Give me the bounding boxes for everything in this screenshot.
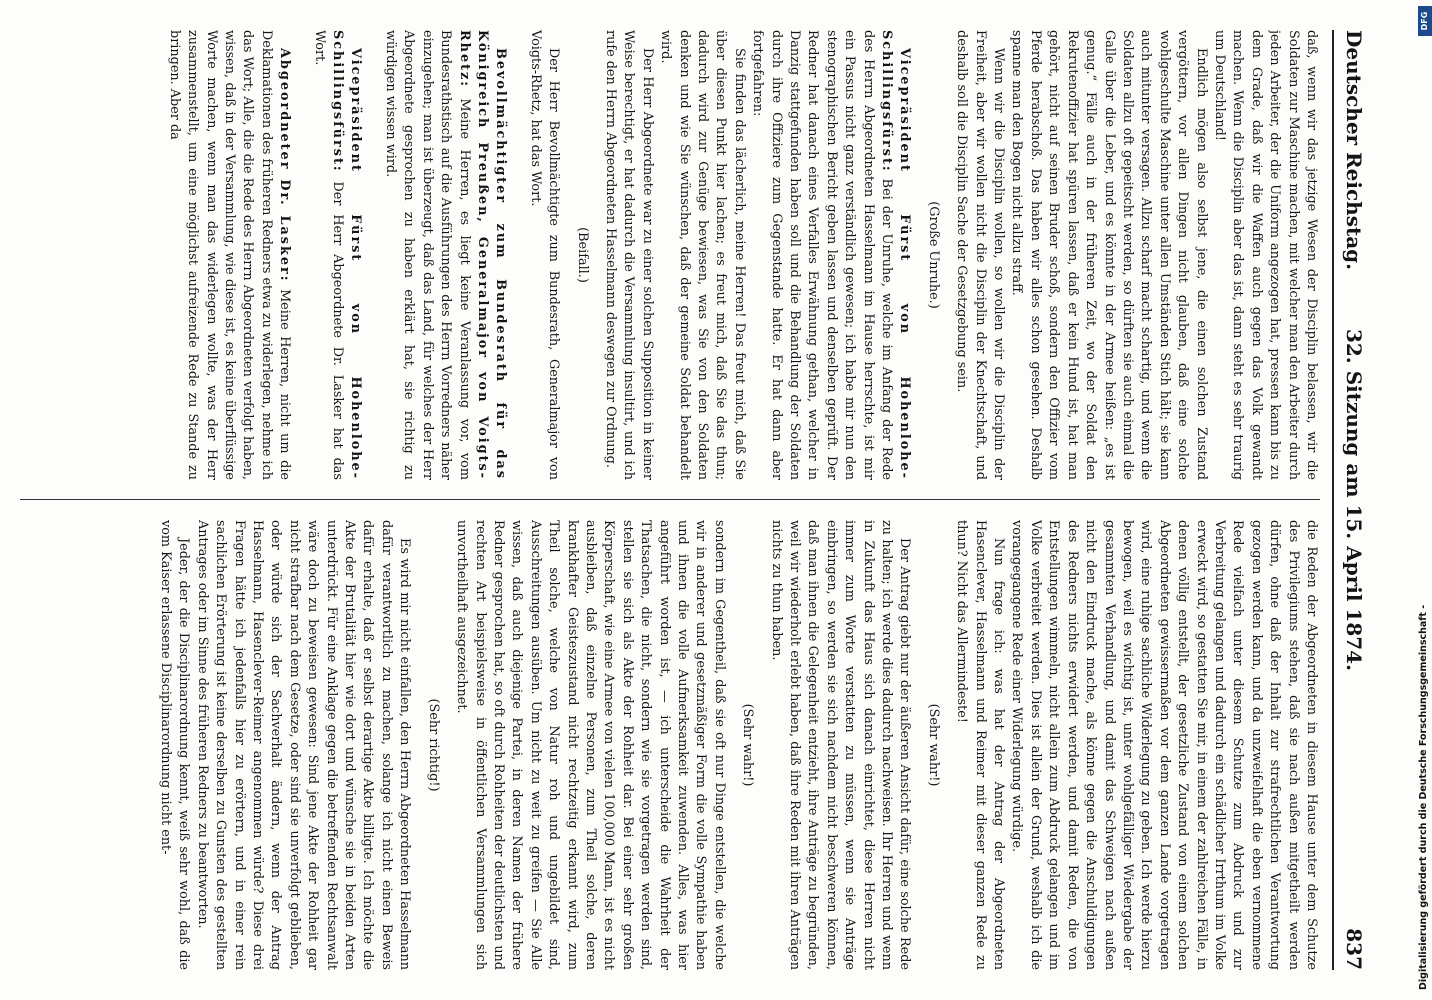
paragraph-gap (365, 30, 381, 480)
paragraph: Vicepräsident Fürst von Hohenlohe-Schillingsfürst: Bei der Unruhe, welche im Anfang der Rede des Herrn Abgeordneten Hasselmann im Hause herrschte, ist mir ein Passus nicht ganz verständlich gewesen; ich habe mir nun den stenographischen Bericht geben lassen und denselben geprüft. Der Redner hat danach eines Verfalles Erwähnung gethan, welcher in Danzig stattgefunden haben soll und die Behandlung der Soldaten durch ihre Offiziere zum Gegenstande hatte. Er hat dann aber fortgefahren: (750, 30, 913, 480)
paragraph: Sie finden das lächerlich, meine Herren! Das freut mich, daß Sie über diesen Punkt hier lachen; es freut mich, daß Sie das thun; dadurch wird zur Genüge bewiesen, was Sie von den Soldaten denken und wie Sie wünschen, daß der gemeine Soldat behandelt wird. (658, 30, 747, 480)
right-column (10, 520, 1320, 970)
stage-direction: (Sehr wahr!) (740, 703, 756, 787)
credit-text: Digitalisierung gefördert durch die Deutsche Forschungsgemeinschaft - (1418, 604, 1429, 990)
paragraph: die Reden der Abgeordneten in diesem Hause unter dem Schutze des Privilegiums stehen, daß sie nach außen mitgetheilt werden dürfen, ohne daß der Inhalt zur strafrechtlichen Verantwortung gezogen werden kann, und da unzweifelhaft die eben vernommene Rede vielfach unter diesem Schutze zum Abdruck und zur Verbreitung gelangen und dadurch ein schädlicher Irrthum im Volke erweckt wird, so gestatten Sie mir, in einem der zahlreichen Fälle, in denen völlig entstellt, der gesetzliche Zustand von einem solchen Abgeordneten gewissermaßen vor dem ganzen Lande vorgetragen wird, eine ruhige sachliche Widerlegung zu geben. Ich werde hierzu bewogen, weil es wichtig ist, unter wohlgefälliger Wiedergabe der gesammten Verhandlung, und damit das Schweigen nach außen nicht den Eindruck mache, als könne gegen die Anschuldigungen des Redners nichts erwidert werden, und damit Reden, die von Entstellungen wimmeln, nicht allein zum Abdruck gelangen und im Volke verbreitet werden. Dies ist allein der Grund, weshalb ich die vorangegangene Rede einer Widerlegung würdige. (1009, 520, 1319, 970)
paragraph: Endlich mögen also selbst jene, die einen solchen Zustand vergöttern, vor allen Dingen nicht glauben, daß eine solche wohlgeschulte Maschine unter allen Umständen Stich hält; sie kann auch mitunter versagen. Allzu scharf macht schartig, und wenn die Soldaten allzu oft gepeitscht werden, so dürften sie auch einmal die Galle über die Leber, und es könnte in der Armee heißen: „es ist genug.“ Fälle auch in der früheren Zeit, wo der Soldat den Rekrutenoffizier hat spüren lassen, daß er kein Hund ist, hat man gehört, nicht auf seinen Bruder schoß, sondern den Offizier vom Pferde herabschoß. Das haben wir alles schon gesehen. Deshalb spanne man den Bogen nicht allzu straff. (1009, 30, 1209, 480)
paragraph: Bevollmächtigter zum Bundesrath für das Königreich Preußen, Generalmajor von Voigts-Rhetz: Meine Herren, es liegt keine Veranlassung vor, vom Bundesrathstisch auf die Ausführungen des Herrn Vorredners näher einzugehen; man ist überzeugt, daß das Land, für welches der Herr Abgeordnete gesprochen zu haben erklärt hat, sie richtig zu würdigen wissen wird. (382, 30, 509, 480)
stage-direction: (Sehr wahr!) (925, 703, 941, 787)
page-header (1334, 30, 1374, 970)
stage-direction: (Große Unruhe.) (925, 201, 941, 309)
paragraph: Wenn wir die Disciplin wollen, so wollen wir die Disciplin der Freiheit, aber wir wollen nicht die Disciplin der Knechtschaft, und deshalb soll die Disciplin Sache der Gesetzgebung sein. (954, 30, 1007, 480)
paragraph: Nun frage ich: was hat der Antrag der Abgeordneten Hasenclever, Hasselmann und Reimer mit dieser ganzen Rede zu thun? Nicht das Allermindeste! (954, 520, 1007, 970)
paragraph: Der Herr Bevollmächtigte zum Bundesrath, Generalmajor von Voigts-Rhetz, hat das Wort. (527, 30, 562, 480)
column-divider (20, 499, 1320, 500)
header-rule (1332, 30, 1334, 970)
digitization-credit (1418, 20, 1432, 990)
paragraph: Der Herr Abgeordnete war zu einer solchen Supposition in keiner Weise berechtigt, er hat dadurch die Versammlung insultirt, und ich rufe den Herrn Abgeordneten Hasselmann deswegen zur Ordnung. (602, 30, 655, 480)
paragraph: Der Antrag giebt nur der äußeren Ansicht dafür, eine solche Rede zu halten; ich werde dies dadurch nachweisen. Ihr Herren und wenn in Zukunft das Haus sich danach einrichtet, diese Herren nicht immer zum Worte verstatten zu müssen, wenn sie Anträge einbringen, so werden sie sich nachdem nicht beschweren können, daß man ihnen die Gelegenheit entzieht, ihre Anträge zu begründen, weil wir wiederholt erlebt haben, daß ihre Reden mit ihren Anträgen nichts zu thun haben. (768, 520, 913, 970)
paragraph: Es wird mir nicht einfallen, den Herrn Abgeordneten Hasselmann dafür verantwortlich zu machen, solange ich nicht einen Beweis dafür erhalte, daß er selbst derartige Akte billigte. Ich möchte die Akte der Brutalität hier wie dort und wünsche sie in beiden Arten unterdrückt. Für eine Anklage gegen die betreffenden Rechtsanwalt wäre doch zu beweisen gewesen: Sind jene Akte der Rohheit gar nicht strafbar nach dem Gesetze, oder sind sie unverfolgt geblieben, oder würde sich der Sachverhalt ändern, wenn der Antrag Hasselmann, Hasenclever-Reimer angenommen würde? Diese drei Fragen hätte ich jedenfalls hier zu erörtern, und in einer rein sachlichen Erörterung ist keine derselben zu Gunsten des gestellten Antrages oder im Sinne des früheren Redners zu beantworten. (194, 520, 413, 970)
paragraph: daß, wenn wir das jetzige Wesen der Disciplin belassen, wir die Soldaten zur Maschine machen, mit welcher man den Arbeiter durch jeden Arbeiter, der die Uniform angezogen hat, pressen kann bis zu dem Grade, daß wir die Waffen auch gegen das Volk gewandt machen. Wenn die Disciplin aber das ist, dann steht es sehr traurig um Deutschland! (1211, 30, 1319, 480)
speaker-name: Vicepräsident Fürst von Hohenlohe-Schillingsfürst: (879, 30, 913, 480)
header-session: 32. Sitzung am 15. April 1874. (1342, 328, 1366, 672)
paragraph-gap (293, 30, 309, 480)
page-number: 837 (1342, 928, 1366, 970)
paragraph: Jeder, der die Disciplinarordnung kennt, weiß sehr wohl, daß die vom Kaiser erlassene Disciplinarordnung nicht ent- (158, 520, 192, 970)
paragraph: sondern im Gegentheil, daß sie oft nur Dinge entstellen, die welche wir in anderer und gesetzmäßiger Form die volle Sympathie haben und ihnen die volle Aufmerksamkeit zuwenden. Alles, was hier angeführt worden ist, — ich unterscheide die Wahrheit der Thatsachen, die nicht, sondern wie sie vorgetragen werden sind, stellen sie sich als Akte der Rohheit dar. Bei einer sehr großen Körperschaft, wie eine Armee von vielen 100,000 Mann, ist es nicht ausbleiben, daß einzelne Personen, zum Theil solche, deren krankhafter Geisteszustand nicht rechtzeitig erkannt wird, zum Theil solche, welche von Natur roh und ungebildet sind, Ausschreitungen ausüben. Um nicht zu weit zu greifen — Sie Alle wissen, daß auch diejenige Partei, in deren Namen der frühere Redner gesprochen hat, so oft durch Rohheiten der deutlichsten und rechten Art beispielsweise in öffentlichen Versammlungen sich unvortheilhaft ausgezeichnet. (454, 520, 727, 970)
left-column (10, 30, 1320, 480)
header-publication: Deutscher Reichstag. (1342, 30, 1366, 271)
speaker-name: Vicepräsident Fürst von Hohenlohe-Schillingsfürst: (330, 30, 364, 480)
paragraph: Abgeordneter Dr. Lasker: Meine Herren, nicht um die Deklamationen des früheren Redners etwa zu widerlegen, nehme ich das Wort; Alle, die die Rede des Herrn Abgeordneten verfolgt haben, wissen, daß in der Versammlung, wie diese ist, es keine überflüssige Worte machen, wenn man das widerlegen wollte, was der Herr zusammenstellt, um eine möglichst aufreizende Rede zu Stande zu bringen. Aber da (166, 30, 293, 480)
stage-direction: (Sehr richtig!) (425, 698, 441, 792)
dfg-logo (1418, 6, 1432, 36)
speaker-name: Abgeordneter Dr. Lasker: (277, 48, 293, 283)
speaker-name: Bevollmächtigter zum Bundesrath für das Königreich Preußen, Generalmajor von Voigts-Rhetz: (456, 30, 509, 480)
stage-direction: (Beifall.) (574, 227, 590, 283)
paragraph: Vicepräsident Fürst von Hohenlohe-Schillingsfürst: Der Herr Abgeordnete Dr. Lasker hat das Wort. (311, 30, 364, 480)
dfg-logo-text: DFG (1420, 11, 1429, 31)
paragraph-gap (509, 30, 525, 480)
